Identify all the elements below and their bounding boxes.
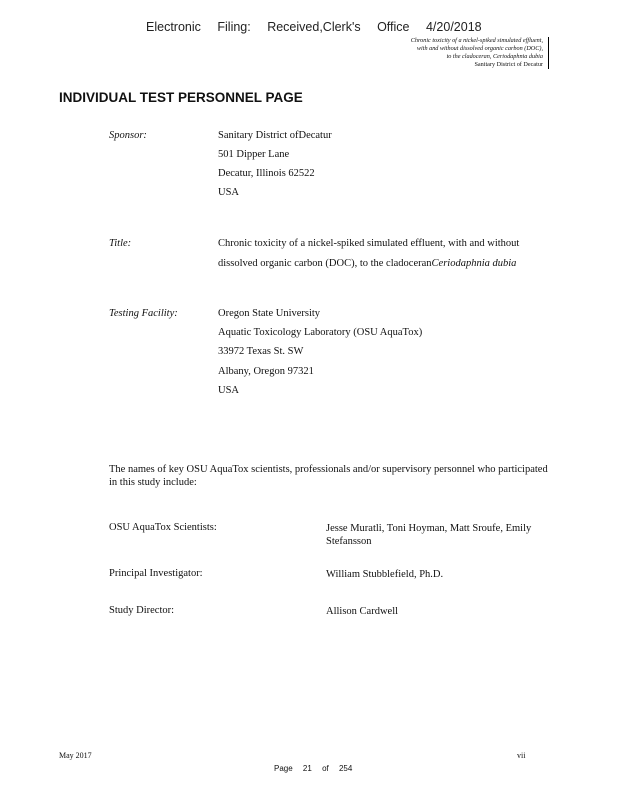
page-word: Page — [274, 764, 293, 773]
running-header-line3-prefix: to the cladoceran, — [446, 53, 493, 60]
role-scientists: OSU AquaTox Scientists: — [109, 522, 217, 533]
filing-stamp-date: 4/20/2018 — [425, 20, 482, 34]
role-principal-investigator: Principal Investigator: — [109, 568, 203, 579]
filing-stamp-filing: Filing: — [217, 20, 251, 34]
page-title: INDIVIDUAL TEST PERSONNEL PAGE — [59, 90, 303, 105]
facility-line-1: Oregon State University — [218, 308, 321, 319]
names-study-director: Allison Cardwell — [326, 606, 399, 617]
names-principal-investigator: William Stubblefield, Ph.D. — [326, 569, 444, 580]
title-line-2-prefix: dissolved organic carbon (DOC), to the cladoceran — [218, 258, 432, 269]
footer-date: May 2017 — [59, 751, 92, 760]
facility-line-5: USA — [218, 385, 240, 396]
role-study-director: Study Director: — [109, 605, 175, 616]
facility-label: Testing Facility: — [109, 308, 178, 319]
title-line-1: Chronic toxicity of a nickel-spiked simulated effluent, with and without — [218, 238, 520, 249]
page-total: 254 — [338, 764, 353, 773]
personnel-intro: The names of key OSU AquaTox scientists, professionals and/or supervisory personnel who participated in this study include: — [109, 464, 548, 488]
sponsor-line-1: Sanitary District ofDecatur — [218, 130, 332, 141]
title-label: Title: — [109, 238, 132, 249]
running-header-line2: with and without dissolved organic carbon (DOC), — [416, 45, 543, 52]
page-number — [274, 764, 360, 773]
running-header-line4: Sanitary District of Decatur — [474, 61, 543, 68]
running-header — [353, 37, 549, 69]
page-current: 21 — [302, 764, 312, 773]
facility-line-2: Aquatic Toxicology Laboratory (OSU AquaTox) — [218, 327, 423, 338]
sponsor-line-4: USA — [218, 187, 240, 198]
running-header-line1: Chronic toxicity of a nickel-spiked simulated effluent, — [410, 37, 543, 44]
page-of: of — [322, 764, 329, 773]
filing-stamp-received: Received,Clerk's — [267, 20, 361, 34]
footer-roman-page: vii — [517, 751, 526, 760]
facility-line-4: Albany, Oregon 97321 — [218, 366, 314, 377]
title-line-2 — [218, 258, 516, 269]
facility-line-3: 33972 Texas St. SW — [218, 346, 304, 357]
title-species: Ceriodaphnia dubia — [431, 258, 517, 269]
running-header-species: Ceriodaphnia dubia — [492, 53, 543, 60]
names-scientists: Jesse Muratli, Toni Hoyman, Matt Sroufe, Emily Stefansson — [326, 523, 532, 547]
sponsor-line-2: 501 Dipper Lane — [218, 149, 290, 160]
filing-stamp — [146, 20, 495, 34]
sponsor-label: Sponsor: — [109, 130, 147, 141]
filing-stamp-electronic: Electronic — [146, 20, 201, 34]
sponsor-line-3: Decatur, Illinois 62522 — [218, 168, 315, 179]
filing-stamp-office: Office — [377, 20, 410, 34]
